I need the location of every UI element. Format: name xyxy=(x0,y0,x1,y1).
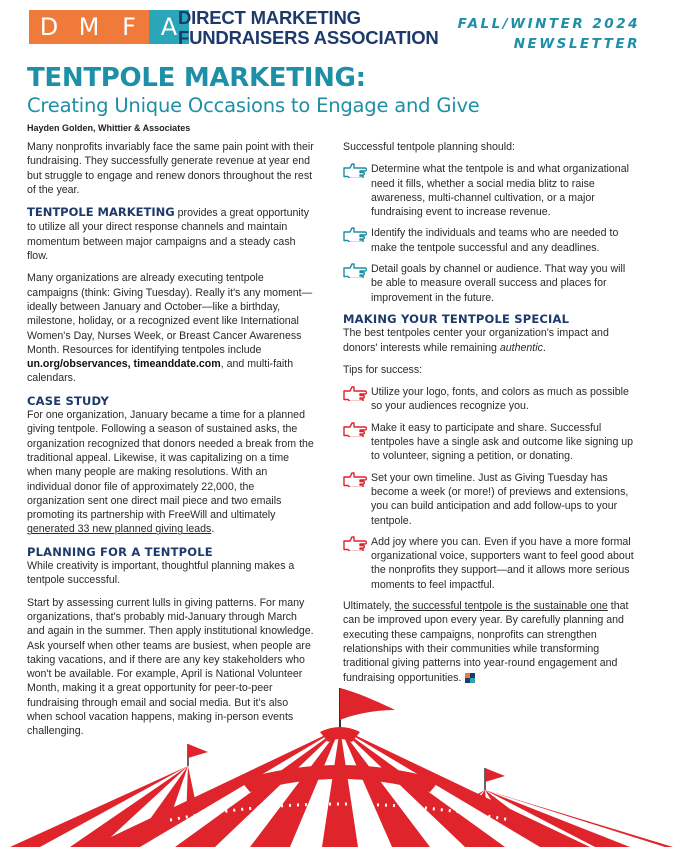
underlined-result: generated 33 new planned giving leads xyxy=(27,523,212,536)
pointing-hand-icon xyxy=(343,535,371,551)
list-item xyxy=(343,471,639,528)
list-item xyxy=(343,421,639,464)
list-item-text: Detail goals by channel or audience. That way you will be able to measure overall success and places for improvement in the future. xyxy=(371,263,626,304)
paragraph xyxy=(27,271,314,385)
pointing-hand-icon xyxy=(343,471,371,487)
section-heading-planning: PLANNING FOR A TENTPOLE xyxy=(27,544,213,559)
paragraph xyxy=(343,326,639,355)
left-column xyxy=(27,140,314,747)
paragraph: Tips for success: xyxy=(343,363,423,376)
emphasis: authentic xyxy=(499,341,543,354)
issue-line1: FALL/WINTER 2024 xyxy=(457,16,640,32)
resource-links[interactable]: un.org/observances, timeanddate.com xyxy=(27,358,221,371)
underlined-phrase: the successful tentpole is the sustainable one xyxy=(394,600,608,613)
list-item-text: Utilize your logo, fonts, and colors as much as possible so your audiences recognize you. xyxy=(371,386,629,413)
list-item-text: Set your own timeline. Just as Giving Tuesday has become a week (or more!) of previews and extensions, you can build anticipation and add follow-ups to your tentpole. xyxy=(371,471,629,527)
list-item-text: Determine what the tentpole is and what organizational need it fills, whether a social media blitz to raise awareness, multi-channel cultivation, or a major fundraising event to increase revenue. xyxy=(371,163,629,219)
list-item xyxy=(343,226,639,255)
paragraph-text: For one organization, January became a time for a planned giving tentpole. Following a season of sustained asks, the organization recognized that donors needed a break from the traditional appeal. Likewise, it was capitalizing on a time when many people are making resolutions. With an individual donor file of approximately 22,000, the organization sent one direct mail piece and two emails promoting its partnership with FreeWill and ultimately xyxy=(27,409,314,522)
paragraph xyxy=(343,599,639,685)
list-item-text: Identify the individuals and teams who are needed to make the tentpole successful and any deadlines. xyxy=(371,227,619,254)
list-item xyxy=(343,535,639,592)
section-heading-special: MAKING YOUR TENTPOLE SPECIAL xyxy=(343,311,570,326)
paragraph-text: provides a great opportunity to utilize all your direct response channels and maintain momentum between major campaigns and a steady cash flow. xyxy=(27,207,309,263)
paragraph xyxy=(27,408,314,537)
paragraph-text: that can be improved upon every year. By carefully planning and executing these campaigns, nonprofits can strengthen relationships with their communities while transforming traditional giving patterns into year-round engagement and fundraising opportunities. xyxy=(343,600,629,684)
logo-letter: M xyxy=(69,10,109,44)
org-name-line2: FUNDRAISERS ASSOCIATION xyxy=(178,27,439,48)
pointing-hand-icon xyxy=(343,226,371,242)
list-item-text: Add joy where you can. Even if you have a more formal organizational voice, supporters want to feel good about the nonprofits they support—and it allows more serious moments to feel impactful. xyxy=(371,535,634,591)
article-subtitle: Creating Unique Occasions to Engage and Give xyxy=(27,94,480,117)
section-heading-case-study: CASE STUDY xyxy=(27,393,109,408)
org-name xyxy=(178,8,439,48)
list-item-text: Make it easy to participate and share. Successful tentpoles have a single ask and outcome like signing up to volunteer, signing a petition, or donating. xyxy=(371,421,634,463)
paragraph-text: Ultimately, xyxy=(343,600,395,613)
paragraph: Start by assessing current lulls in giving patterns. For many organizations, that's probably mid-January through March and again in the summer. Then apply institutional knowledge. Ask yourself when other teams are busiest, when people are taking vacations, and if there are any key stakeholders who won't be available. For example, April is National Volunteer Month, making it a great opportunity for peer-to-peer fundraising through email and social media. But it's also when school vacation happens, making in-person events challenging. xyxy=(27,596,314,738)
byline: Hayden Golden, Whittier & Associates xyxy=(27,123,191,133)
logo-letter: F xyxy=(109,10,149,44)
list-item xyxy=(343,385,639,414)
issue-label xyxy=(458,14,640,54)
pointing-hand-icon xyxy=(343,262,371,278)
list-item xyxy=(343,262,639,305)
paragraph: While creativity is important, thoughtful planning makes a tentpole successful. xyxy=(27,560,295,587)
circus-tent-illustration xyxy=(0,680,673,847)
pointing-hand-icon xyxy=(343,421,371,437)
dmfa-logo xyxy=(29,10,189,44)
paragraph xyxy=(27,205,314,263)
logo-letter: D xyxy=(29,10,69,44)
paragraph: Many nonprofits invariably face the same pain point with their fundraising. They successfully generate revenue at year end but struggle to engage and renew donors throughout the rest of the year. xyxy=(27,141,314,196)
list-item xyxy=(343,162,639,219)
paragraph-text: . xyxy=(542,341,546,354)
paragraph: Successful tentpole planning should: xyxy=(343,141,515,153)
article-title: TENTPOLE MARKETING: xyxy=(27,63,366,93)
paragraph-text: , and multi-faith calendars. xyxy=(27,358,294,385)
pointing-hand-icon xyxy=(343,162,371,178)
paragraph-text: The best tentpoles center your organization's impact and donors' interests while remaining xyxy=(343,327,609,354)
right-column xyxy=(343,140,639,693)
paragraph-text: . xyxy=(211,523,215,536)
org-name-line1: DIRECT MARKETING xyxy=(178,7,361,28)
main-tent xyxy=(90,688,590,847)
inline-heading: TENTPOLE MARKETING xyxy=(27,205,175,220)
pointing-hand-icon xyxy=(343,385,371,401)
issue-line2: NEWSLETTER xyxy=(513,36,640,52)
logo-letter: A xyxy=(149,10,189,44)
paragraph-text: Many organizations are already executing tentpole campaigns (think: Giving Tuesday). Really it's any moment—ideally between January and October—like a birthday, milestone, holiday, or a recognized event like International Women's Day, Nurses Week, or Breast Cancer Awareness Month. Resources for identifying tentpoles include xyxy=(27,272,313,356)
